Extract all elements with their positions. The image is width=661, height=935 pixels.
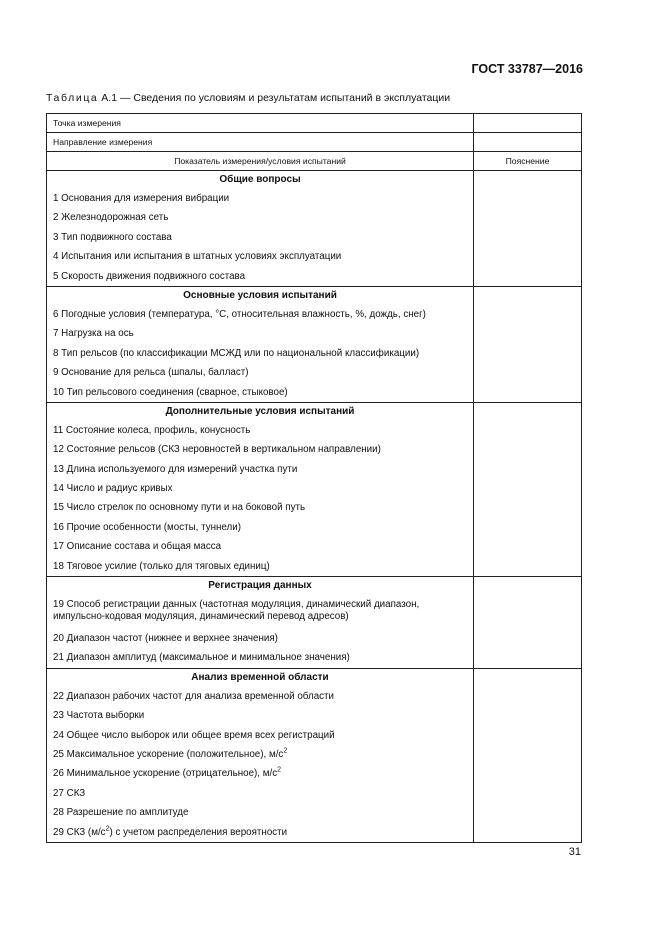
list-item: 5 Скорость движения подвижного состава (53, 270, 246, 282)
section-cell (47, 577, 474, 669)
list-item: 8 Тип рельсов (по классификации МСЖД или по национальной классификации) (53, 347, 420, 359)
test-conditions-table (46, 113, 582, 843)
list-item: 26 Минимальное ускорение (отрицательное), $м/с^2$ (53, 767, 281, 780)
list-item: 12 Состояние рельсов (СКЗ неровностей в вертикальном направлении) (53, 444, 381, 456)
measurement-point-label: Точка измерения (47, 114, 474, 133)
section-title: Дополнительные условия испытаний (165, 405, 355, 417)
list-item: 16 Прочие особенности (мосты, туннели) (53, 521, 242, 533)
list-item: 29 СКЗ $(м/с^2)$ с учетом распределения вероятности (53, 825, 288, 838)
section-data-recording (47, 577, 582, 669)
row-column-headers (47, 152, 582, 171)
table-caption (46, 92, 450, 104)
section-cell (47, 402, 474, 576)
note-cell (474, 114, 582, 133)
list-item: 10 Тип рельсового соединения (сварное, стыковое) (53, 386, 288, 398)
section-title: Общие вопросы (219, 174, 301, 185)
note-cell (474, 171, 582, 287)
section-additional-conditions (47, 402, 582, 576)
page-number: 31 (568, 846, 581, 858)
note-cell (474, 402, 582, 576)
list-item: 7 Нагрузка на ось (53, 328, 134, 340)
caption-label: Таблица (46, 92, 99, 104)
column-header-note: Пояснение (474, 152, 582, 171)
section-title: Основные условия испытаний (183, 289, 337, 301)
list-item: 21 Диапазон амплитуд (максимальное и минимальное значения) (53, 652, 350, 664)
caption-text: А.1 — Сведения по условиям и результатам испытаний в эксплуатации (98, 92, 451, 104)
standard-number: ГОСТ 33787—2016 (471, 62, 583, 76)
list-item: 11 Состояние колеса, профиль, конусность (53, 424, 251, 436)
list-item: 2 Железнодорожная сеть (53, 212, 169, 224)
list-item: 9 Основание для рельса (шпалы, балласт) (53, 367, 249, 379)
list-item: 25 Максимальное ускорение (положительное), $м/с^2$ (53, 747, 288, 760)
section-cell (47, 171, 474, 287)
section-cell (47, 286, 474, 402)
section-main-conditions (47, 286, 582, 402)
list-item: 28 Разрешение по амплитуде (53, 807, 189, 819)
list-item: 19 Способ регистрации данных (частотная модуляция, динамический диапазон, импульсно-кодовая модуляция, динамический перевод адресов) (53, 599, 420, 623)
row-measurement-direction (47, 133, 582, 152)
note-cell (474, 286, 582, 402)
section-title: Регистрация данных (208, 580, 312, 592)
list-item: 1 Основания для измерения вибрации (53, 193, 230, 204)
list-item: 14 Число и радиус кривых (53, 483, 173, 495)
section-general (47, 171, 582, 287)
list-item: 17 Описание состава и общая масса (53, 541, 222, 553)
list-item: 3 Тип подвижного состава (53, 231, 172, 243)
list-item: 4 Испытания или испытания в штатных условиях эксплуатации (53, 251, 342, 263)
list-item: 18 Тяговое усилие (только для тяговых единиц) (53, 560, 270, 572)
list-item: 13 Длина используемого для измерений участка пути (53, 463, 298, 475)
list-item: 6 Погодные условия (температура, °С, относительная влажность, %, дождь, снег) (53, 308, 426, 320)
section-title: Анализ временной области (191, 671, 329, 683)
note-cell (474, 668, 582, 842)
section-time-domain (47, 668, 582, 842)
list-item: 24 Общее число выборок или общее время всех регистраций (53, 729, 335, 741)
list-item: 22 Диапазон рабочих частот для анализа временной области (53, 690, 334, 702)
list-item: 27 СКЗ (53, 787, 86, 799)
list-item: 20 Диапазон частот (нижнее и верхнее значения) (53, 633, 278, 645)
note-cell (474, 133, 582, 152)
note-cell (474, 577, 582, 669)
list-item: 23 Частота выборки (53, 710, 145, 722)
row-measurement-point (47, 114, 582, 133)
section-cell (47, 668, 474, 842)
measurement-direction-label: Направление измерения (47, 133, 474, 152)
list-item: 15 Число стрелок по основному пути и на боковой путь (53, 502, 306, 514)
column-header-indicator: Показатель измерения/условия испытаний (47, 152, 474, 171)
